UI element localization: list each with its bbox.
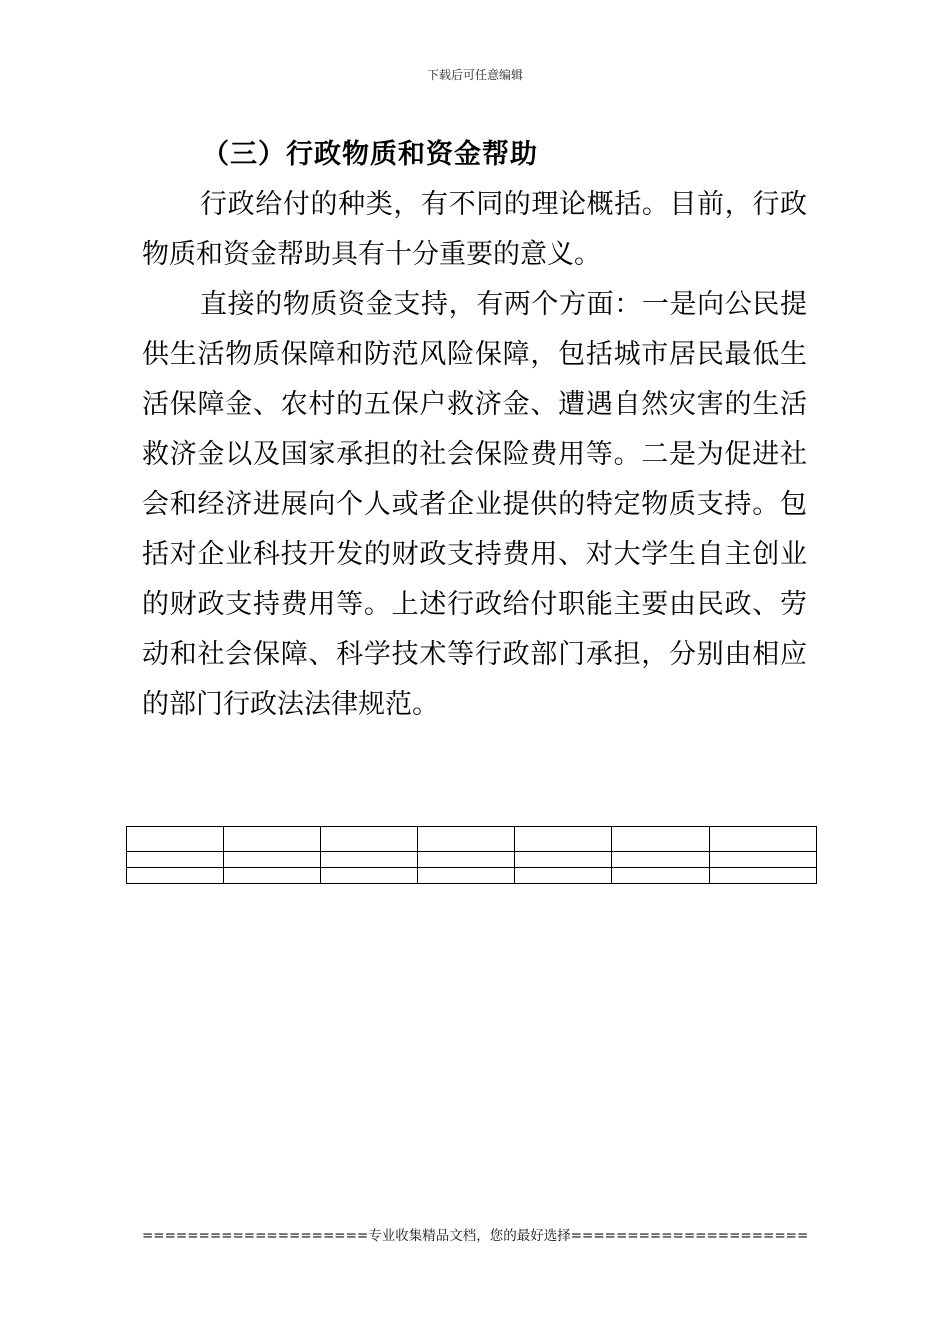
table-cell (127, 827, 224, 852)
table-cell (418, 827, 515, 852)
page-header-note: 下载后可任意编辑 (426, 68, 523, 82)
table-cell (515, 868, 612, 884)
paragraph-1-block (142, 180, 807, 280)
table-row (127, 852, 817, 868)
table-cell (127, 868, 224, 884)
table-cell (515, 827, 612, 852)
table-cell (710, 827, 817, 852)
paragraph-1: 行政给付的种类，有不同的理论概括。目前，行政物质和资金帮助具有十分重要的意义。 (142, 189, 807, 270)
table-cell (418, 868, 515, 884)
table-cell (321, 868, 418, 884)
table-cell (127, 852, 224, 868)
table-cell (612, 852, 710, 868)
paragraph-2: 直接的物质资金支持，有两个方面：一是向公民提供生活物质保障和防范风险保障，包括城市居民最低生活保障金、农村的五保户救济金、遭遇自然灾害的生活救济金以及国家承担的社会保险费用等。二是为促进社会和经济进展向个人或者企业提供的特定物质支持。包括对企业科技开发的财政支持费用、对大学生自主创业的财政支持费用等。上述行政给付职能主要由民政、劳动和社会保障、科学技术等行政部门承担，分别由相应的部门行政法法律规范。 (142, 289, 807, 720)
section-heading: （三）行政物质和资金帮助 (202, 139, 538, 170)
table-cell (612, 868, 710, 884)
table-cell (515, 852, 612, 868)
table-cell (710, 868, 817, 884)
table-row (127, 827, 817, 852)
table-cell (612, 827, 710, 852)
table-cell (224, 852, 321, 868)
empty-table (126, 826, 817, 884)
table-cell (224, 827, 321, 852)
table-cell (224, 868, 321, 884)
table-cell (710, 852, 817, 868)
page-footer-note: ====================专业收集精品文档，您的最好选择===================== (142, 1228, 809, 1244)
paragraph-2-block (142, 280, 807, 730)
table-cell (321, 827, 418, 852)
table-cell (418, 852, 515, 868)
table-cell (321, 852, 418, 868)
table-row (127, 868, 817, 884)
